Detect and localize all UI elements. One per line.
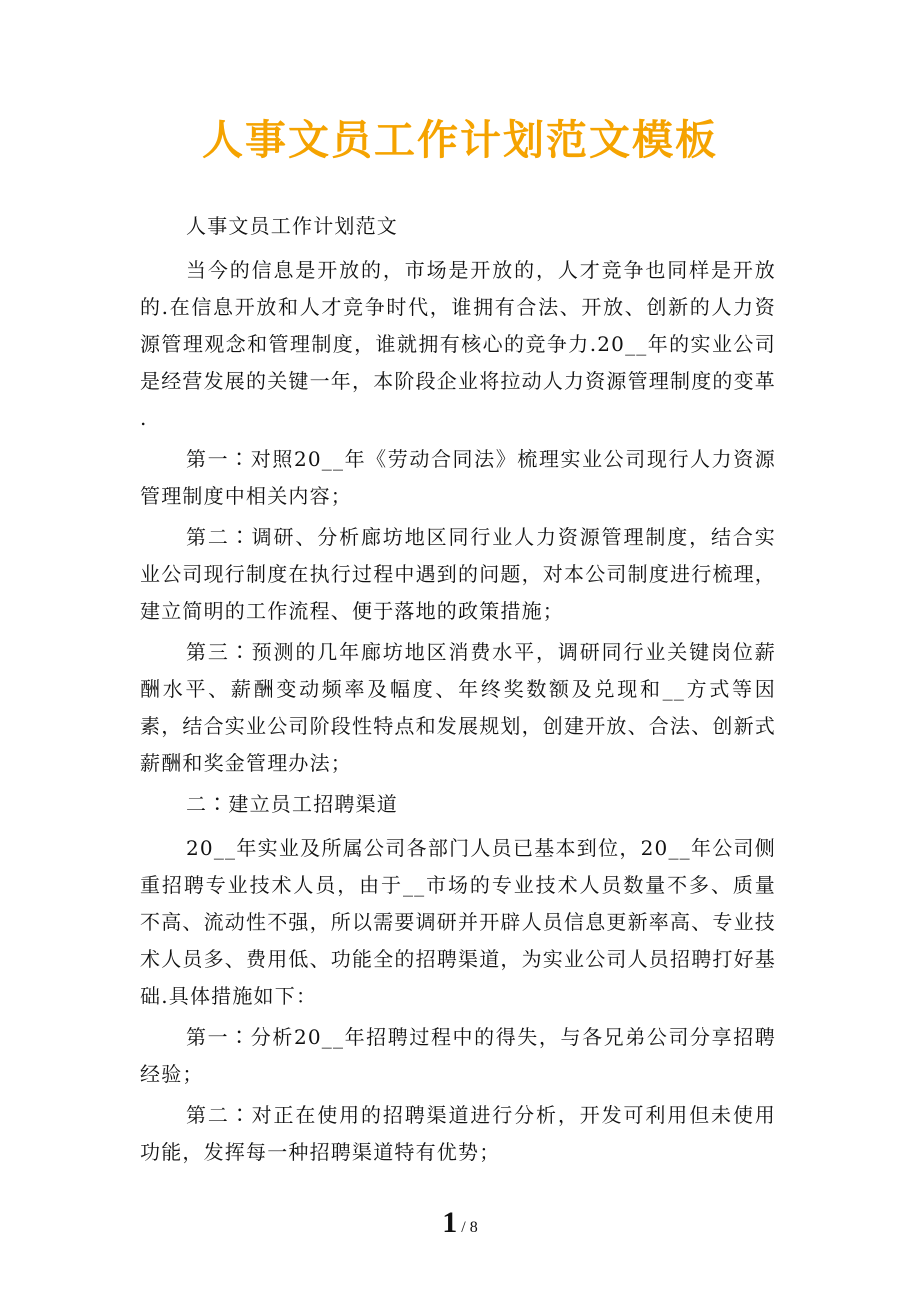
body-paragraph: 第一∶分析20__年招聘过程中的得失，与各兄弟公司分享招聘经验； (140, 1025, 776, 1086)
page-number (0, 1206, 920, 1240)
page-number-separator: / (461, 1219, 466, 1236)
body-paragraph: 20__年实业及所属公司各部门人员已基本到位，20__年公司侧重招聘专业技术人员，由于__市场的专业技术人员数量不多、质量不高、流动性不强，所以需要调研并开辟人员信息更新率高、专业技术人员多、费用低、功能全的招聘渠道，为实业公司人员招聘打好基础.具体措施如下： (140, 836, 776, 1008)
body-paragraph: 第二∶调研、分析廊坊地区同行业人力资源管理制度，结合实业公司现行制度在执行过程中遇到的问题，对本公司制度进行梳理，建立简明的工作流程、便于落地的政策措施； (140, 525, 776, 623)
body-paragraph: 第一∶对照20__年《劳动合同法》梳理实业公司现行人力资源管理制度中相关内容； (140, 447, 776, 508)
page-number-current: 1 (442, 1206, 458, 1239)
document-title: 人事文员工作计划范文模板 (202, 116, 718, 164)
document-body (140, 208, 776, 1175)
body-paragraph: 第三∶预测的几年廊坊地区消费水平，调研同行业关键岗位薪酬水平、薪酬变动频率及幅度、年终奖数额及兑现和__方式等因素，结合实业公司阶段性特点和发展规划，创建开放、合法、创新式薪酬和奖金管理办法； (140, 640, 776, 775)
body-paragraph: 当今的信息是开放的，市场是开放的，人才竞争也同样是开放的.在信息开放和人才竞争时代，谁拥有合法、开放、创新的人力资源管理观念和管理制度，谁就拥有核心的竞争力.20__年的实业公司是经营发展的关键一年，本阶段企业将拉动人力资源管理制度的变革 . (140, 258, 776, 430)
page-number-total: 8 (469, 1219, 478, 1236)
section-heading: 二∶建立员工招聘渠道 (186, 792, 398, 816)
body-paragraph: 第二∶对正在使用的招聘渠道进行分析，开发可利用但未使用功能，发挥每一种招聘渠道特有优势； (140, 1103, 776, 1164)
body-paragraph: 人事文员工作计划范文 (186, 214, 398, 238)
